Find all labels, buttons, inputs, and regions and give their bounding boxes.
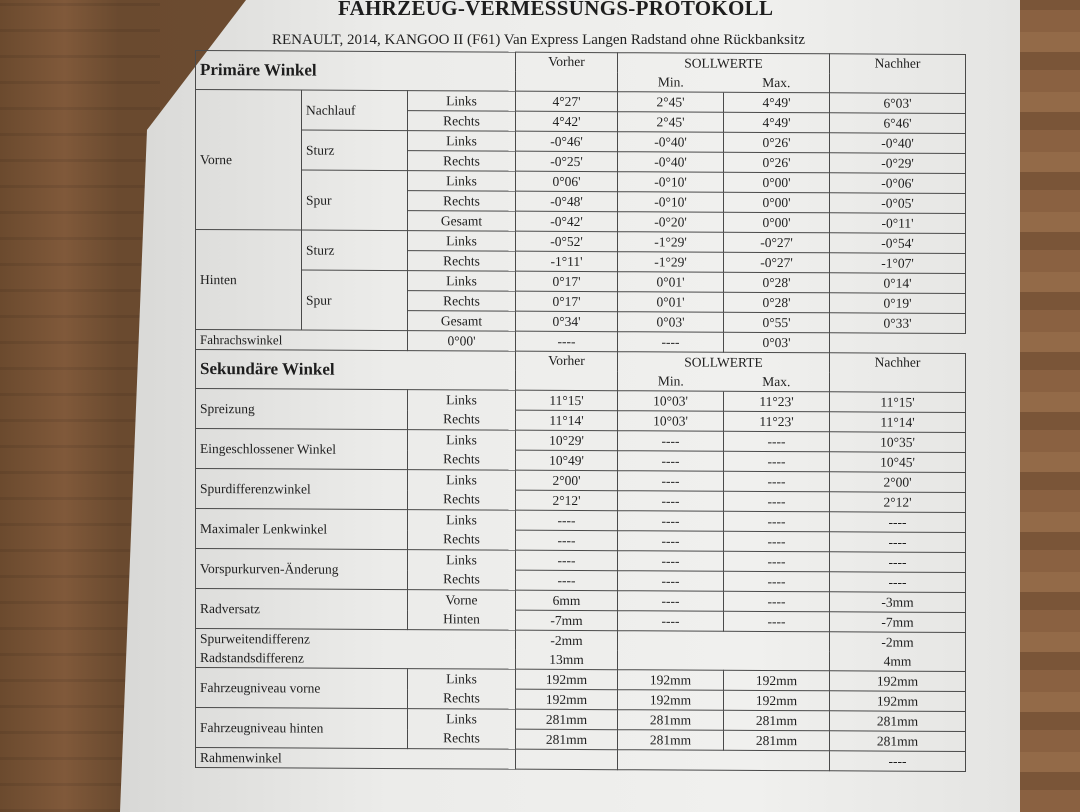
value-vorher: 0°00' [408,331,516,352]
value-max: 0°28' [724,272,830,293]
col-max: Max. [724,372,830,392]
col-sollwerte: SOLLWERTE [618,53,830,74]
side-label: Links [408,550,516,571]
value-vorher: ---- [516,550,618,571]
value-min: 192mm [618,690,724,711]
side-label: Rechts [408,689,516,710]
value-vorher: 10°49' [516,450,618,471]
value-max: ---- [724,571,830,592]
value-max: 0°00' [724,192,830,213]
document-title: FAHRZEUG-VERMESSUNGS-PROTOKOLL [338,0,774,20]
value-max: 281mm [724,710,830,731]
value-max: 0°28' [724,292,830,313]
measurement-table [195,50,966,772]
value-nachher: 10°35' [830,432,966,453]
value-max: ---- [724,511,830,532]
table-row [196,667,966,691]
value-nachher: -0°29' [830,153,966,174]
side-label: Links [408,231,516,252]
value-min: -0°10' [618,192,724,213]
value-nachher: 11°15' [830,392,966,413]
value-nachher: -0°40' [830,133,966,154]
table-row [196,229,966,253]
value-vorher: -0°52' [516,231,618,252]
table-row [196,129,966,153]
value-nachher: ---- [830,532,966,553]
col-min: Min. [618,72,724,92]
side-label: Rechts [408,450,516,471]
value-max: 0°00' [724,172,830,193]
value-min: -0°40' [618,152,724,173]
group-vorne: Vorne [196,89,302,230]
value-nachher: 2°12' [830,492,966,513]
value-max: -0°27' [724,252,830,273]
side-label: Hinten [408,610,516,631]
value-nachher: -0°06' [830,173,966,194]
value-nachher: 281mm [830,731,966,752]
label-spur-hinten: Spur [302,270,408,331]
value-nachher: 0°19' [830,293,966,314]
value-nachher: -2mm [830,632,966,652]
side-label: Rechts [408,151,516,172]
value-min: 281mm [618,730,724,751]
value-min: ---- [618,531,724,552]
value-vorher: 0°34' [516,311,618,332]
table-row [196,747,966,771]
value-max: 11°23' [724,411,830,432]
table-row [196,548,966,572]
value-nachher: 0°33' [830,313,966,334]
value-min: ---- [618,431,724,452]
side-label: Links [408,131,516,152]
side-label: Vorne [408,590,516,611]
value-vorher: 2°00' [516,470,618,491]
col-nachher: Nachher [830,54,966,94]
value-nachher: 192mm [830,671,966,692]
value-min: -1°29' [618,232,724,253]
label-rahmenwinkel: Rahmenwinkel [196,747,516,769]
value-max: 192mm [724,670,830,691]
label-sturz-hinten: Sturz [302,230,408,271]
value-max: ---- [724,531,830,552]
secondary-section-title: Sekundäre Winkel [196,349,516,390]
value-vorher: 2°12' [516,490,618,511]
value-max: 281mm [724,730,830,751]
side-label: Rechts [408,490,516,511]
value-min: ---- [618,611,724,632]
value-nachher: -3mm [830,592,966,613]
value-vorher: 11°15' [516,390,618,411]
value-max: -0°27' [724,232,830,253]
col-sollwerte: SOLLWERTE [618,352,830,373]
side-label: Links [408,510,516,531]
table-row [196,269,966,293]
table-row [196,707,966,731]
label-fahrachswinkel: Fahrachswinkel [196,329,408,350]
value-min: 0°01' [618,292,724,313]
label-vorspurkurven-aenderung: Vorspurkurven-Änderung [196,548,408,589]
value-nachher: -0°11' [830,213,966,234]
value-vorher: 4°27' [516,91,618,112]
col-vorher: Vorher [516,52,618,92]
value-min: ---- [618,571,724,592]
table-row [196,468,966,492]
value-vorher: ---- [516,570,618,591]
value-vorher: 13mm [516,650,618,670]
label-fahrzeugniveau-vorne: Fahrzeugniveau vorne [196,667,408,708]
empty-cell [516,749,618,770]
value-nachher: 192mm [830,691,966,712]
value-nachher: 0°03' [724,332,830,353]
value-nachher: -0°05' [830,193,966,214]
value-min: ---- [618,511,724,532]
value-max: ---- [724,611,830,632]
label-maximaler-lenkwinkel: Maximaler Lenkwinkel [196,508,408,549]
value-vorher: -0°42' [516,211,618,232]
value-min: -0°20' [618,212,724,233]
label-eingeschlossener-winkel: Eingeschlossener Winkel [196,428,408,469]
value-nachher: 281mm [830,711,966,732]
side-label: Rechts [408,729,516,750]
value-min: 0°01' [618,272,724,293]
value-vorher: -1°11' [516,251,618,272]
value-min: ---- [618,591,724,612]
value-min: ---- [618,551,724,572]
value-vorher: 6mm [516,590,618,611]
value-nachher: 4mm [830,651,966,671]
side-label: Links [408,709,516,730]
value-vorher: 281mm [516,729,618,750]
value-max: 0°26' [724,132,830,153]
value-nachher: 10°45' [830,452,966,473]
value-vorher: -2mm [516,630,618,650]
value-min: ---- [618,451,724,472]
value-max: 11°23' [724,391,830,412]
value-nachher: 2°00' [830,472,966,493]
side-label: Rechts [408,291,516,312]
value-max: 4°49' [724,112,830,133]
value-min: ---- [618,471,724,492]
value-nachher: ---- [830,751,966,772]
value-nachher: -1°07' [830,253,966,274]
label-fahrzeugniveau-hinten: Fahrzeugniveau hinten [196,707,408,748]
value-min: 10°03' [618,411,724,432]
value-max: 0°26' [724,152,830,173]
side-label: Rechts [408,191,516,212]
value-vorher: -0°25' [516,151,618,172]
value-nachher: 0°14' [830,273,966,294]
value-min: -0°40' [618,132,724,153]
value-nachher: -0°54' [830,233,966,254]
side-label: Links [408,91,516,112]
value-vorher: 192mm [516,689,618,710]
side-label: Links [408,390,516,411]
label-radstandsdifferenz: Radstandsdifferenz [196,648,516,669]
value-vorher: 10°29' [516,430,618,451]
value-max: ---- [724,451,830,472]
col-nachher: Nachher [830,353,966,393]
group-hinten: Hinten [196,229,302,330]
side-label: Links [408,171,516,192]
value-vorher: 0°17' [516,291,618,312]
col-vorher: Vorher [516,351,618,391]
side-label: Rechts [408,410,516,431]
col-min: Min. [618,371,724,391]
value-vorher: 11°14' [516,410,618,431]
table-row [196,588,966,612]
label-spur-vorne: Spur [302,170,408,231]
value-vorher: 0°17' [516,271,618,292]
empty-sollwerte [618,631,830,671]
value-vorher: -0°46' [516,131,618,152]
value-max: ---- [618,332,724,353]
value-min: 0°03' [618,312,724,333]
value-vorher: 192mm [516,669,618,690]
side-label: Rechts [408,251,516,272]
value-nachher: 11°14' [830,412,966,433]
value-max: ---- [724,591,830,612]
value-min: -0°10' [618,172,724,193]
value-vorher: 4°42' [516,111,618,132]
value-min: 281mm [618,710,724,731]
value-vorher: ---- [516,510,618,531]
side-label: Rechts [408,570,516,591]
table-row [196,428,966,452]
label-spurweitendifferenz: Spurweitendifferenz [196,628,516,649]
label-spreizung: Spreizung [196,388,408,429]
label-nachlauf: Nachlauf [302,90,408,131]
value-max: 192mm [724,690,830,711]
side-label: Links [408,470,516,491]
value-nachher: 6°03' [830,93,966,114]
label-radversatz: Radversatz [196,588,408,629]
empty-cell [618,750,830,771]
side-label: Gesamt [408,211,516,232]
label-sturz-vorne: Sturz [302,130,408,171]
side-label: Rechts [408,111,516,132]
value-vorher: 0°06' [516,171,618,192]
table-row [196,388,966,412]
value-max: ---- [724,491,830,512]
secondary-header-row [196,349,966,373]
side-label: Links [408,430,516,451]
value-nachher: ---- [830,572,966,593]
value-nachher: ---- [830,512,966,533]
col-max: Max. [724,73,830,93]
side-label: Links [408,669,516,690]
value-min: 2°45' [618,92,724,113]
primary-header-row [196,50,966,74]
value-vorher: ---- [516,530,618,551]
value-min: ---- [516,331,618,352]
label-spurdifferenzwinkel: Spurdifferenzwinkel [196,468,408,509]
primary-section-title: Primäre Winkel [196,50,516,91]
value-min: -1°29' [618,252,724,273]
value-min: 2°45' [618,112,724,133]
value-max: ---- [724,431,830,452]
value-vorher: 281mm [516,709,618,730]
value-max: 4°49' [724,92,830,113]
value-max: 0°55' [724,312,830,333]
table-row [196,89,966,113]
value-nachher: -7mm [830,612,966,633]
side-label: Gesamt [408,311,516,332]
value-max: 0°00' [724,212,830,233]
value-vorher: -0°48' [516,191,618,212]
side-label: Links [408,271,516,292]
value-min: ---- [618,491,724,512]
value-vorher: -7mm [516,610,618,631]
value-nachher: ---- [830,552,966,573]
value-max: ---- [724,471,830,492]
side-label: Rechts [408,530,516,551]
value-min: 192mm [618,670,724,691]
table-row [196,169,966,193]
vehicle-subtitle: RENAULT, 2014, KANGOO II (F61) Van Express Langen Radstand ohne Rückbanksitz [272,32,805,48]
value-min: 10°03' [618,391,724,412]
value-nachher: 6°46' [830,113,966,134]
value-max: ---- [724,551,830,572]
table-row [196,508,966,532]
